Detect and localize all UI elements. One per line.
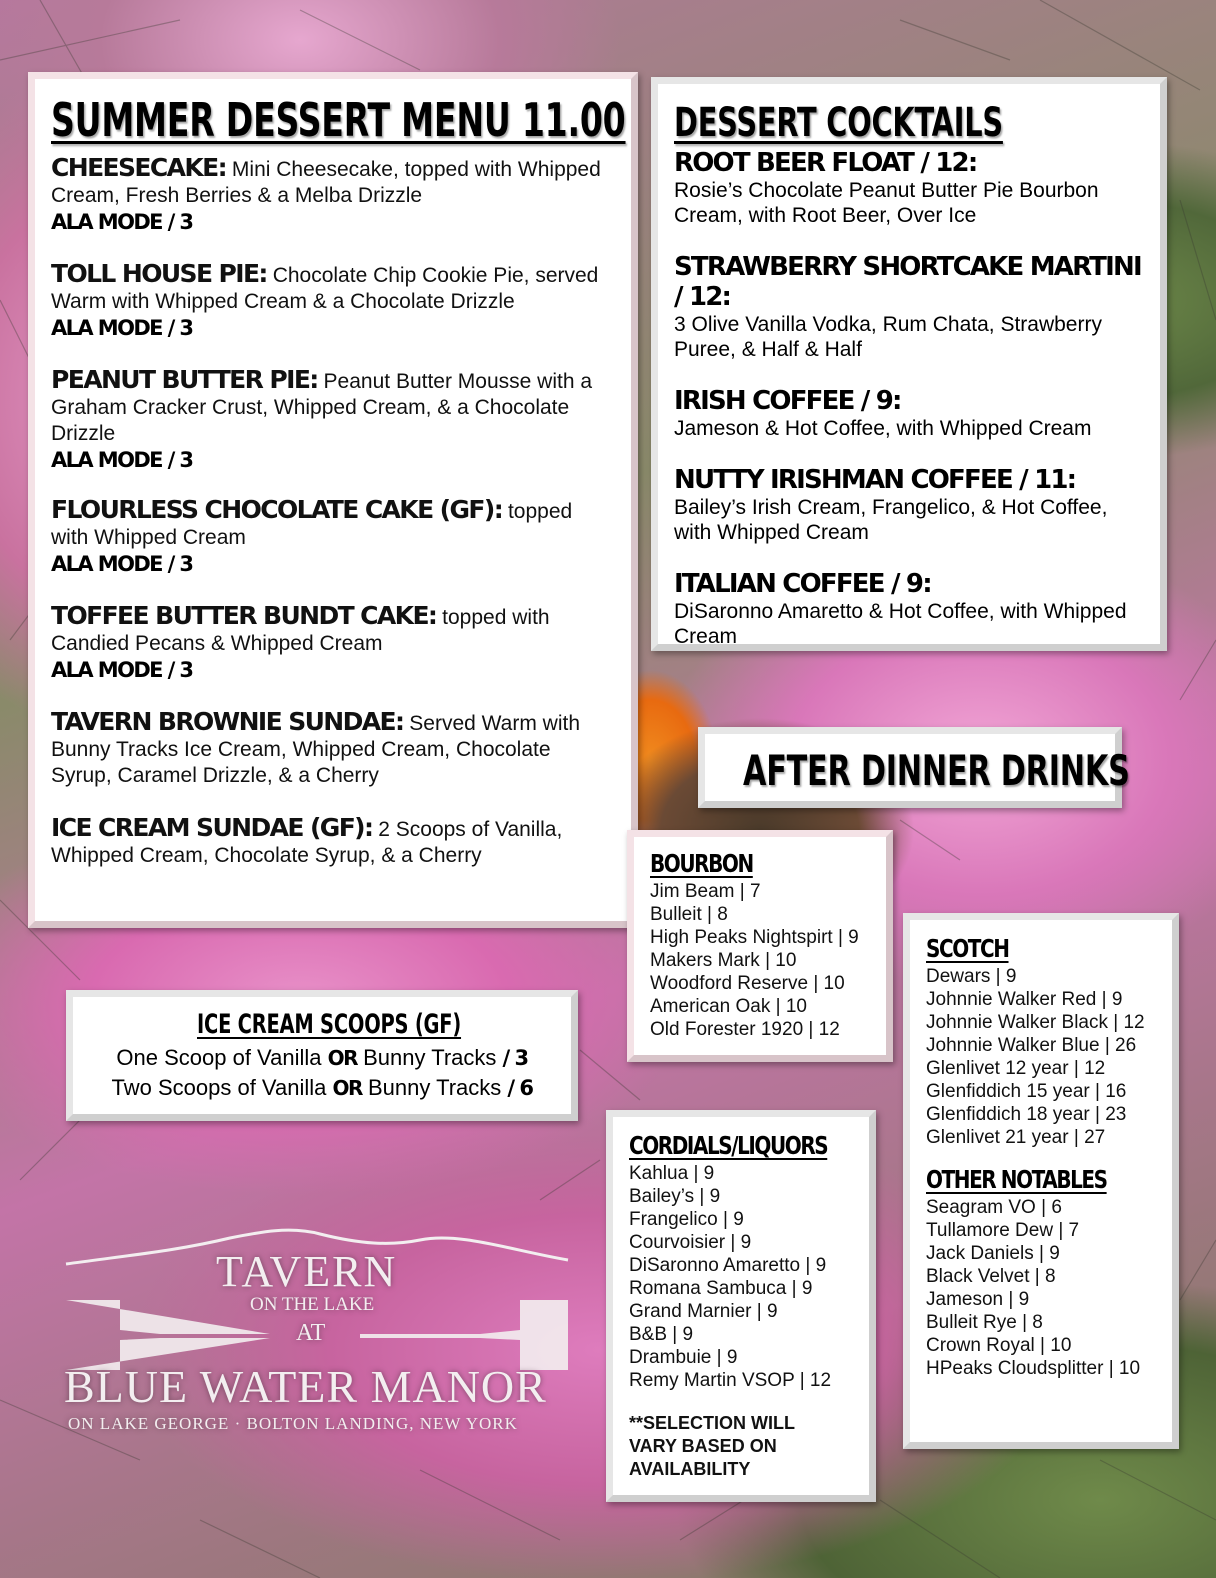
dessert-item-text <box>51 155 615 209</box>
scoop-price: / 3 <box>502 1046 528 1070</box>
cocktail-name: NUTTY IRISHMAN COFFEE / 11: <box>674 465 1076 495</box>
cocktail-name: STRAWBERRY SHORTCAKE MARTINI / 12: <box>674 252 1141 312</box>
cocktail-item <box>674 465 1144 545</box>
scoop-price: / 6 <box>507 1076 533 1100</box>
bourbon-item: Jim Beam | 7 <box>650 881 761 902</box>
other-notables-title: OTHER NOTABLES <box>926 1165 1107 1194</box>
availability-note-line: AVAILABILITY <box>629 1459 751 1479</box>
dessert-item-name: TOLL HOUSE PIE: <box>51 259 267 288</box>
logo-on-the-lake: ON THE LAKE <box>250 1294 375 1315</box>
cordial-item: B&B | 9 <box>629 1324 694 1345</box>
dessert-item <box>51 709 615 789</box>
cordial-item: Drambuie | 9 <box>629 1347 738 1368</box>
logo-blue-water-manor: BLUE WATER MANOR <box>64 1361 547 1412</box>
dessert-cocktails-panel <box>651 77 1167 651</box>
bourbon-item: Makers Mark | 10 <box>650 950 797 971</box>
dessert-item-desc: topped with Candied Pecans & Whipped Cream <box>51 606 550 655</box>
scotch-item: Glenfiddich 15 year | 16 <box>926 1081 1127 1102</box>
cocktail-desc: 3 Olive Vanilla Vodka, Rum Chata, Strawberry Puree, & Half & Half <box>674 313 1102 361</box>
dessert-menu-title: SUMMER DESSERT MENU 11.00 <box>51 93 626 147</box>
scotch-item: Johnnie Walker Red | 9 <box>926 989 1123 1010</box>
dessert-item-desc: Peanut Butter Mousse with a Graham Cracker Crust, Whipped Cream, & a Chocolate Drizzle <box>51 370 593 445</box>
dessert-item <box>51 603 615 683</box>
dessert-item-name: FLOURLESS CHOCOLATE CAKE (GF): <box>51 495 503 524</box>
dessert-item-desc: topped with Whipped Cream <box>51 500 573 549</box>
logo-at: AT <box>296 1320 326 1346</box>
cocktail-item <box>674 252 1144 362</box>
scoop-text: One Scoop of Vanilla <box>116 1045 328 1070</box>
scoops-title: ICE CREAM SCOOPS (GF) <box>197 1009 462 1040</box>
other-notable-item: Crown Royal | 10 <box>926 1335 1072 1356</box>
availability-note-line: **SELECTION WILL <box>629 1413 795 1433</box>
dessert-item-text <box>51 367 615 447</box>
scotch-item: Glenlivet 21 year | 27 <box>926 1127 1106 1148</box>
ala-mode-price: ALA MODE / 3 <box>51 552 193 576</box>
cocktail-desc: Jameson & Hot Coffee, with Whipped Cream <box>674 417 1092 440</box>
other-notable-item: Black Velvet | 8 <box>926 1266 1056 1287</box>
availability-note-line: VARY BASED ON <box>629 1436 777 1456</box>
other-notable-item: Bulleit Rye | 8 <box>926 1312 1043 1333</box>
cocktails-title: DESSERT COCKTAILS <box>674 100 1003 146</box>
scotch-item: Dewars | 9 <box>926 966 1017 987</box>
ala-mode-price: ALA MODE / 3 <box>51 448 193 472</box>
dessert-item-desc: Chocolate Chip Cookie Pie, served Warm with Whipped Cream & a Chocolate Drizzle <box>51 264 599 313</box>
or-label: OR <box>327 1046 357 1070</box>
dessert-item <box>51 815 615 869</box>
scoop-text: Bunny Tracks <box>356 1045 503 1070</box>
cordial-item: Grand Marnier | 9 <box>629 1301 778 1322</box>
scotch-item: Glenlivet 12 year | 12 <box>926 1058 1106 1079</box>
scotch-item: Johnnie Walker Blue | 26 <box>926 1035 1137 1056</box>
cocktail-name: IRISH COFFEE / 9: <box>674 386 901 416</box>
cordial-item: Kahlua | 9 <box>629 1163 715 1184</box>
cocktail-item <box>674 148 1144 228</box>
dessert-menu-panel <box>28 72 638 928</box>
cocktail-item <box>674 569 1144 649</box>
bourbon-item: American Oak | 10 <box>650 996 808 1017</box>
dessert-item-name: TAVERN BROWNIE SUNDAE: <box>51 707 404 736</box>
cocktail-name: ITALIAN COFFEE / 9: <box>674 569 931 599</box>
other-notable-item: Jameson | 9 <box>926 1289 1030 1310</box>
dessert-item <box>51 261 615 341</box>
dessert-item <box>51 367 615 473</box>
or-label: OR <box>332 1076 362 1100</box>
tavern-logo <box>60 1220 580 1450</box>
cocktail-item <box>674 386 1144 441</box>
cordial-item: Remy Martin VSOP | 12 <box>629 1370 832 1391</box>
other-notable-item: Tullamore Dew | 7 <box>926 1220 1080 1241</box>
cocktail-desc: Bailey’s Irish Cream, Frangelico, & Hot Coffee, with Whipped Cream <box>674 496 1108 544</box>
availability-note <box>629 1412 869 1481</box>
dessert-item-desc: Mini Cheesecake, topped with Whipped Cream, Fresh Berries & a Melba Drizzle <box>51 158 601 207</box>
cordial-item: Bailey’s | 9 <box>629 1186 721 1207</box>
cordial-item: DiSaronno Amaretto | 9 <box>629 1255 827 1276</box>
dessert-item-name: ICE CREAM SUNDAE (GF): <box>51 813 373 842</box>
cocktail-desc: DiSaronno Amaretto & Hot Coffee, with Whipped Cream <box>674 600 1127 648</box>
cordials-panel <box>606 1110 876 1502</box>
logo-location: ON LAKE GEORGE · BOLTON LANDING, NEW YORK <box>68 1414 518 1433</box>
scoop-text: Bunny Tracks <box>361 1075 508 1100</box>
cordial-item: Romana Sambuca | 9 <box>629 1278 813 1299</box>
scoop-lines <box>73 1043 571 1103</box>
bourbon-panel <box>627 830 893 1062</box>
dessert-item <box>51 155 615 235</box>
cocktail-name: ROOT BEER FLOAT / 12: <box>674 148 977 178</box>
cocktail-item-list <box>674 148 1144 649</box>
ice-cream-scoops-panel <box>66 990 578 1121</box>
logo-tavern: TAVERN <box>216 1247 398 1296</box>
other-notables-list <box>926 1196 1172 1380</box>
dessert-item <box>51 497 615 577</box>
bourbon-item: High Peaks Nightspirt | 9 <box>650 927 859 948</box>
ala-mode-price: ALA MODE / 3 <box>51 658 193 682</box>
dessert-item-name: CHEESECAKE: <box>51 153 227 182</box>
cordial-item: Courvoisier | 9 <box>629 1232 752 1253</box>
dessert-item-name: PEANUT BUTTER PIE: <box>51 365 318 394</box>
dessert-item-desc: 2 Scoops of Vanilla, Whipped Cream, Chocolate Syrup, & a Cherry <box>51 818 563 867</box>
dessert-item-text <box>51 261 615 315</box>
dessert-item-desc: Served Warm with Bunny Tracks Ice Cream, Whipped Cream, Chocolate Syrup, Caramel Drizzle, & a Cherry <box>51 712 581 787</box>
cordials-list <box>629 1162 869 1392</box>
dessert-item-text <box>51 709 615 789</box>
other-notable-item: Seagram VO | 6 <box>926 1197 1062 1218</box>
dessert-item-text <box>51 815 615 869</box>
after-dinner-header <box>698 727 1130 808</box>
cocktail-desc: Rosie’s Chocolate Peanut Butter Pie Bourbon Cream, with Root Beer, Over Ice <box>674 179 1099 227</box>
dessert-item-list <box>51 155 615 869</box>
scoop-line <box>73 1043 571 1073</box>
scoop-text: Two Scoops of Vanilla <box>111 1075 333 1100</box>
scotch-title: SCOTCH <box>926 934 1009 963</box>
cordial-item: Frangelico | 9 <box>629 1209 744 1230</box>
bourbon-item: Bulleit | 8 <box>650 904 728 925</box>
ala-mode-price: ALA MODE / 3 <box>51 316 193 340</box>
other-notable-item: HPeaks Cloudsplitter | 10 <box>926 1358 1141 1379</box>
ala-mode-price: ALA MODE / 3 <box>51 210 193 234</box>
dessert-item-name: TOFFEE BUTTER BUNDT CAKE: <box>51 601 437 630</box>
scoop-line <box>73 1073 571 1103</box>
scotch-item: Johnnie Walker Black | 12 <box>926 1012 1145 1033</box>
scotch-panel <box>903 913 1179 1449</box>
bourbon-item: Woodford Reserve | 10 <box>650 973 845 994</box>
dessert-item-text <box>51 497 615 551</box>
other-notable-item: Jack Daniels | 9 <box>926 1243 1060 1264</box>
scotch-list <box>926 965 1172 1149</box>
after-dinner-title: AFTER DINNER DRINKS <box>743 746 1130 795</box>
scotch-item: Glenfiddich 18 year | 23 <box>926 1104 1127 1125</box>
bourbon-item: Old Forester 1920 | 12 <box>650 1019 840 1040</box>
dessert-item-text <box>51 603 615 657</box>
bourbon-title: BOURBON <box>650 849 753 878</box>
bourbon-list <box>650 880 886 1041</box>
cordials-title: CORDIALS/LIQUORS <box>629 1131 828 1160</box>
